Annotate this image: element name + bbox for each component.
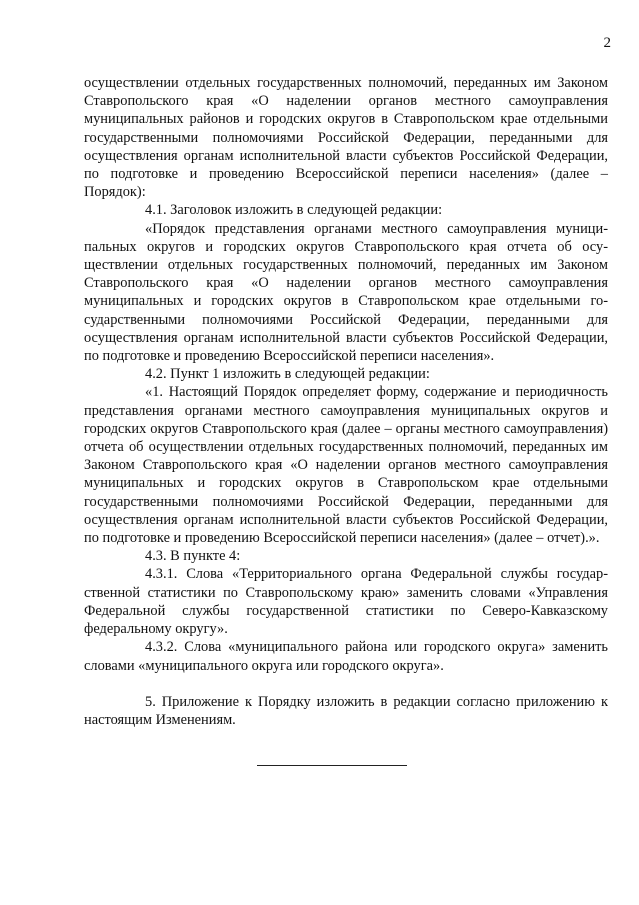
paragraph-4-1-text: «Порядок представления органами местного самоуправления муниципальных округов и городских округов Ставропольского края отчета об осуществлении отдельных государственных полномочий, переданных им Законом Ставропольского края «О наделении органов местного самоуправления муниципальных и городских округов в Ставропольском крае отдельными государственными полномочиями Российской Федерации, переданными для осуществления органам исполнительной власти субъектов Российской Федерации, по подготовке и проведению Всероссийской переписи населения». bbox=[84, 220, 608, 365]
paragraph-4-3: 4.3. В пункте 4: bbox=[145, 548, 241, 565]
end-of-document-rule bbox=[257, 765, 407, 766]
paragraph-intro-continuation: осуществлении отдельных государственных полномочий, переданных им Законом Ставропольского края «О наделении органов местного самоуправления муниципальных районов и городских округов в Ставропольском крае отдельными государственными полномочиями Российской Федерации, переданными для осуществления органам исполнительной власти субъектов Российской Федерации, по подготовке и проведению Всероссийской переписи населения» (далее – Порядок): bbox=[84, 75, 608, 201]
paragraph-4-1: 4.1. Заголовок изложить в следующей редакции: bbox=[145, 202, 443, 219]
paragraph-4-3-2: 4.3.2. Слова «муниципального района или городского округа» заменить словами «муниципального округа или городского округа». bbox=[84, 639, 608, 674]
paragraph-4-2: 4.2. Пункт 1 изложить в следующей редакции: bbox=[145, 366, 430, 383]
document-body bbox=[84, 74, 608, 729]
paragraph-5: 5. Приложение к Порядку изложить в редакции согласно приложению к настоящим Изменениям. bbox=[84, 693, 608, 728]
paragraph-4-2-text: «1. Настоящий Порядок определяет форму, содержание и периодичность представления органами местного самоуправления муниципальных округов и городских округов Ставропольского края (далее – органы местного самоуправления) отчета об осуществлении отдельных государственных полномочий, переданных им Законом Ставропольского края «О наделении органов местного самоуправления муниципальных и городских округов в Ставропольском крае отдельными государственными полномочиями Российской Федерации, переданными для осуществления органам исполнительной власти субъектов Российской Федерации, по подготовке и проведению Всероссийской переписи населения» (далее – отчет).». bbox=[84, 384, 608, 547]
page-number: 2 bbox=[603, 35, 611, 51]
paragraph-4-3-1: 4.3.1. Слова «Территориального органа Федеральной службы государственной статистики по Ставропольскому краю» заменить словами «Управления Федеральной службы государственной статистики по Северо-Кавказскому федеральному округу». bbox=[84, 566, 608, 638]
